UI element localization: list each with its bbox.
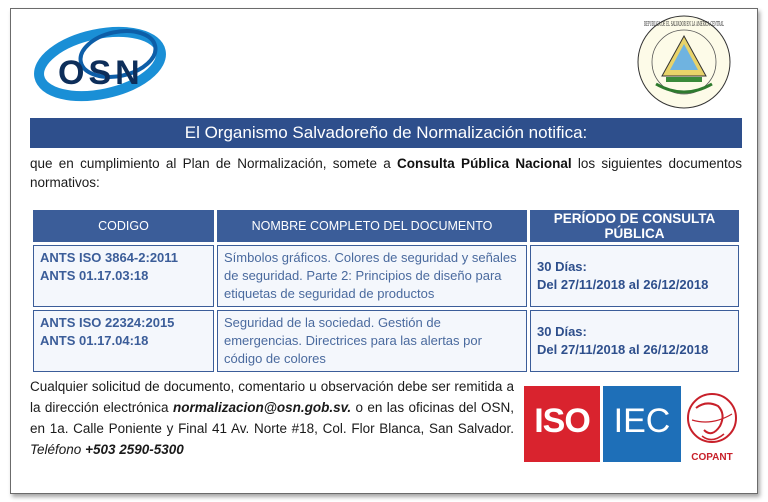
- header-period: PERÍODO DE CONSULTA PÚBLICA: [530, 210, 739, 242]
- row-code-2: ANTS 01.17.04:18: [40, 333, 149, 348]
- row-code: [33, 310, 214, 372]
- copant-logo-text: COPANT: [691, 452, 733, 463]
- table-row: [33, 310, 739, 372]
- iec-logo: [603, 386, 681, 462]
- row-code-1: ANTS ISO 22324:2015: [40, 315, 175, 330]
- row-code: [33, 245, 214, 307]
- row-period-2: Del 27/11/2018 al 26/12/2018: [537, 342, 709, 357]
- footer-paragraph: [30, 376, 514, 460]
- header-code: CODIGO: [33, 210, 214, 242]
- footer-text-1: Cualquier solicitud de documento, comentario u observación debe ser remitida a la dirección electrónica: [30, 379, 514, 415]
- phone-number: +503 2590-5300: [85, 442, 184, 457]
- documents-table: [30, 207, 742, 375]
- intro-bold: Consulta Pública Nacional: [397, 156, 572, 171]
- row-period-2: Del 27/11/2018 al 26/12/2018: [537, 277, 709, 292]
- iso-logo: [524, 386, 600, 462]
- intro-text-1: que en cumplimiento al Plan de Normalización, somete a: [30, 156, 398, 171]
- row-period-1: 30 Días:: [537, 324, 587, 339]
- row-period-1: 30 Días:: [537, 259, 587, 274]
- iec-logo-text: IEC: [613, 402, 671, 440]
- row-period: [530, 310, 739, 372]
- intro-paragraph: [30, 154, 742, 192]
- banner-title: El Organismo Salvadoreño de Normalización notifica:: [30, 118, 742, 148]
- table-row: [33, 245, 739, 307]
- phone-label: Teléfono: [30, 442, 82, 457]
- osn-logo-text: OSN: [58, 54, 144, 92]
- standards-logos: [524, 386, 742, 466]
- row-code-1: ANTS ISO 3864-2:2011: [40, 250, 179, 265]
- el-salvador-seal: [636, 14, 732, 110]
- row-name: Seguridad de la sociedad. Gestión de emergencias. Directrices para las alertas por código de colores: [217, 310, 527, 372]
- seal-text: REPUBLICA DE EL SALVADOR EN LA AMERICA CENTRAL: [644, 21, 725, 28]
- table-header-row: [33, 210, 739, 242]
- osn-logo: [22, 14, 172, 110]
- intro-text-2: los siguientes documentos normativos:: [30, 156, 742, 190]
- footer-text-2: o en las oficinas del OSN, en 1a. Calle Poniente y Final 41 Av. Norte #18, Col. Flor Blanca, San Salvador.: [30, 400, 514, 436]
- row-name: Símbolos gráficos. Colores de seguridad y señales de seguridad. Parte 2: Principios de diseño para etiquetas de seguridad de productos: [217, 245, 527, 307]
- row-period: [530, 245, 739, 307]
- header-name: NOMBRE COMPLETO DEL DOCUMENTO: [217, 210, 527, 242]
- iso-logo-text: ISO: [534, 402, 590, 440]
- email-link[interactable]: normalizacion@osn.gob.sv.: [172, 400, 352, 415]
- row-code-2: ANTS 01.17.03:18: [40, 268, 149, 283]
